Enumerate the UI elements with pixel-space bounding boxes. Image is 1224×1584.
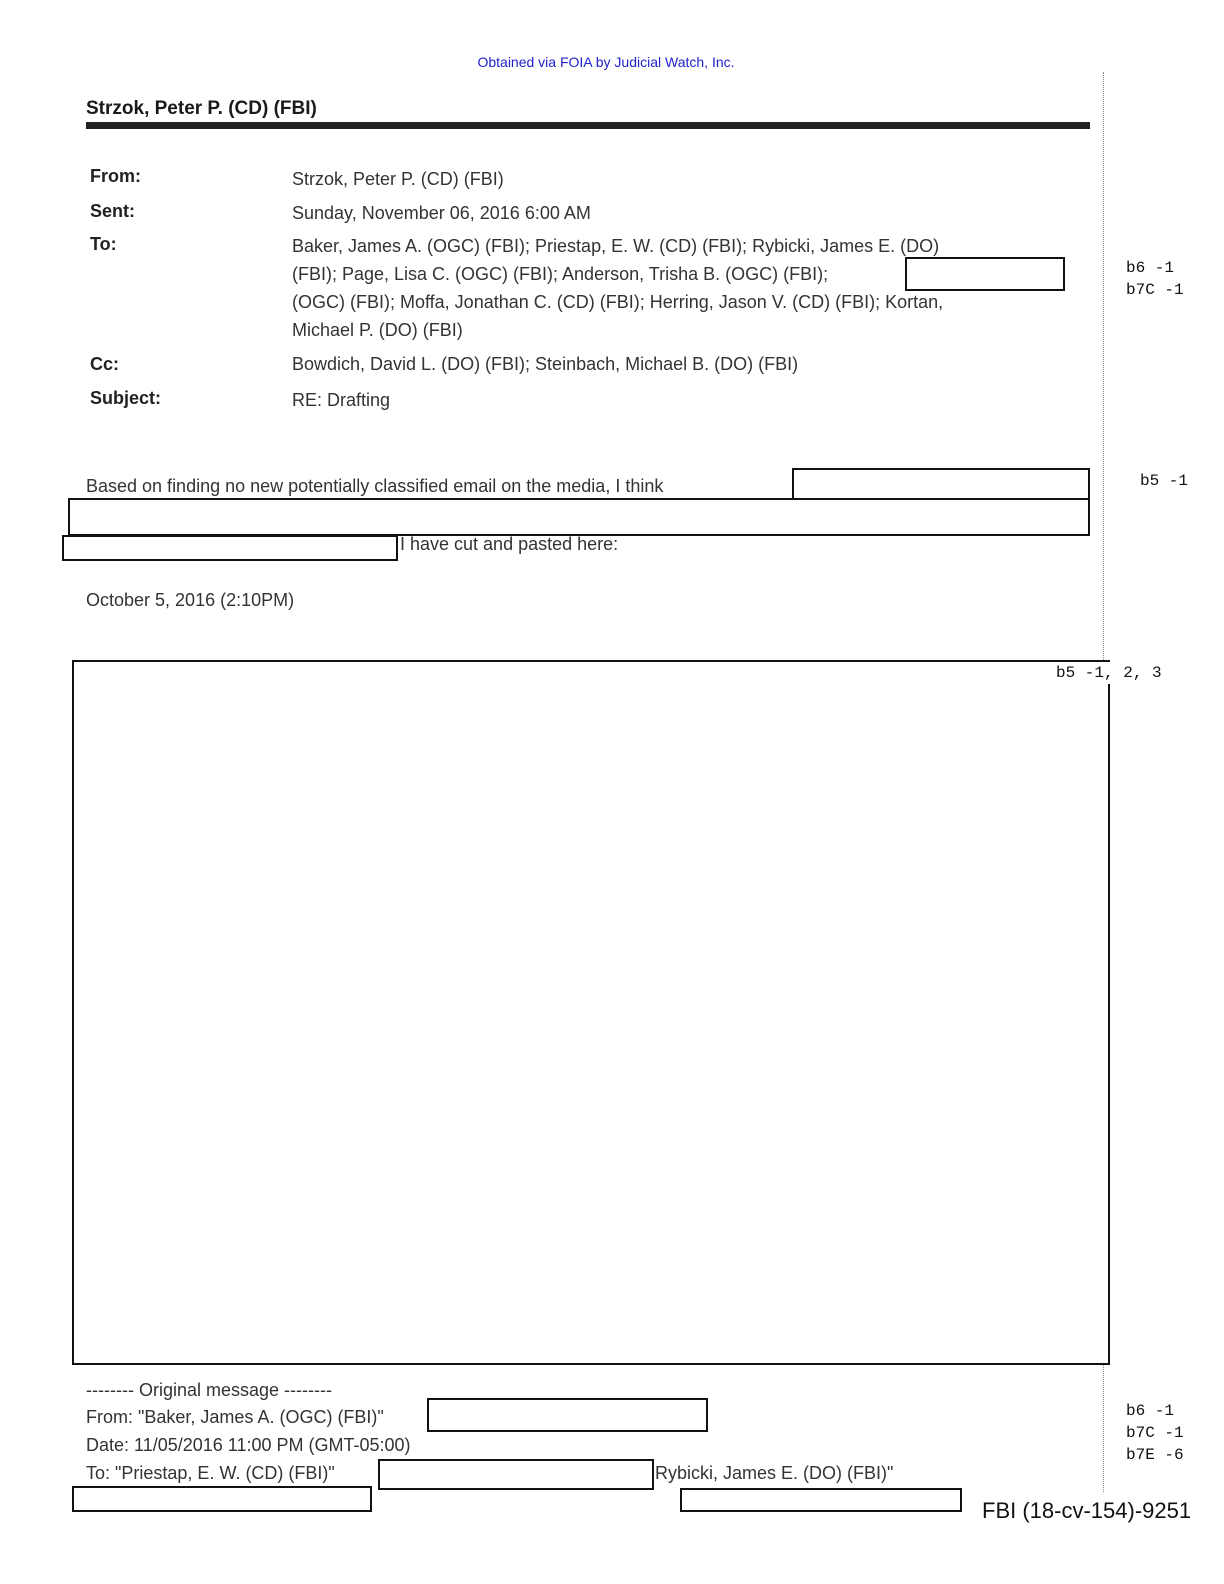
exemption-code-body: b5 -1 (1140, 472, 1189, 490)
redaction-box-body-2 (68, 498, 1090, 536)
to-line-3: (OGC) (FBI); Moffa, Jonathan C. (CD) (FBI); Herring, Jason V. (CD) (FBI); Kortan, (292, 292, 944, 312)
body-line-1: Based on finding no new potentially classified email on the media, I think (86, 476, 664, 496)
exemption-codes-to: b6 -1 b7C -1 (1126, 259, 1184, 299)
original-message-divider: -------- Original message -------- (86, 1380, 332, 1400)
redaction-box-to (905, 257, 1065, 291)
redaction-box-orig-to-3 (680, 1488, 962, 1512)
exemption-codes-orig: b6 -1 b7C -1 b7E -6 (1126, 1402, 1184, 1464)
from-value: Strzok, Peter P. (CD) (FBI) (292, 169, 504, 189)
subject-value: RE: Drafting (292, 390, 391, 410)
original-to-prefix: To: "Priestap, E. W. (CD) (FBI)" (86, 1463, 335, 1483)
cc-label: Cc: (90, 354, 120, 374)
redaction-box-orig-to-1 (378, 1459, 654, 1490)
redaction-box-orig-from (427, 1398, 708, 1432)
body-date-line: October 5, 2016 (2:10PM) (86, 590, 295, 610)
from-label: From: (90, 166, 141, 186)
exemption-code-box: b5 -1, 2, 3 (1056, 664, 1162, 682)
body-line-3: I have cut and pasted here: (400, 534, 619, 554)
redaction-box-large (72, 660, 1110, 1365)
original-date-line: Date: 11/05/2016 11:00 PM (GMT-05:00) (86, 1435, 411, 1455)
to-line-4: Michael P. (DO) (FBI) (292, 320, 463, 340)
redaction-box-orig-to-2 (72, 1486, 372, 1512)
redaction-box-body-3 (62, 535, 398, 561)
bates-number: FBI (18-cv-154)-9251 (982, 1498, 1192, 1523)
header-rule (86, 122, 1090, 129)
sent-value: Sunday, November 06, 2016 6:00 AM (292, 203, 591, 223)
foia-watermark: Obtained via FOIA by Judicial Watch, Inc. (477, 54, 735, 70)
to-line-1: Baker, James A. (OGC) (FBI); Priestap, E. W. (CD) (FBI); Rybicki, James E. (DO) (292, 236, 940, 256)
to-label: To: (90, 234, 117, 254)
original-from-line: From: "Baker, James A. (OGC) (FBI)" (86, 1407, 384, 1427)
to-line-2: (FBI); Page, Lisa C. (OGC) (FBI); Anderson, Trisha B. (OGC) (FBI); (292, 264, 829, 284)
redaction-box-body-1 (792, 468, 1090, 500)
original-to-suffix: Rybicki, James E. (DO) (FBI)" (655, 1463, 894, 1483)
sender-name-heading: Strzok, Peter P. (CD) (FBI) (86, 98, 317, 119)
sent-label: Sent: (90, 201, 135, 221)
cc-value: Bowdich, David L. (DO) (FBI); Steinbach, Michael B. (DO) (FBI) (292, 354, 799, 374)
subject-label: Subject: (90, 388, 162, 408)
